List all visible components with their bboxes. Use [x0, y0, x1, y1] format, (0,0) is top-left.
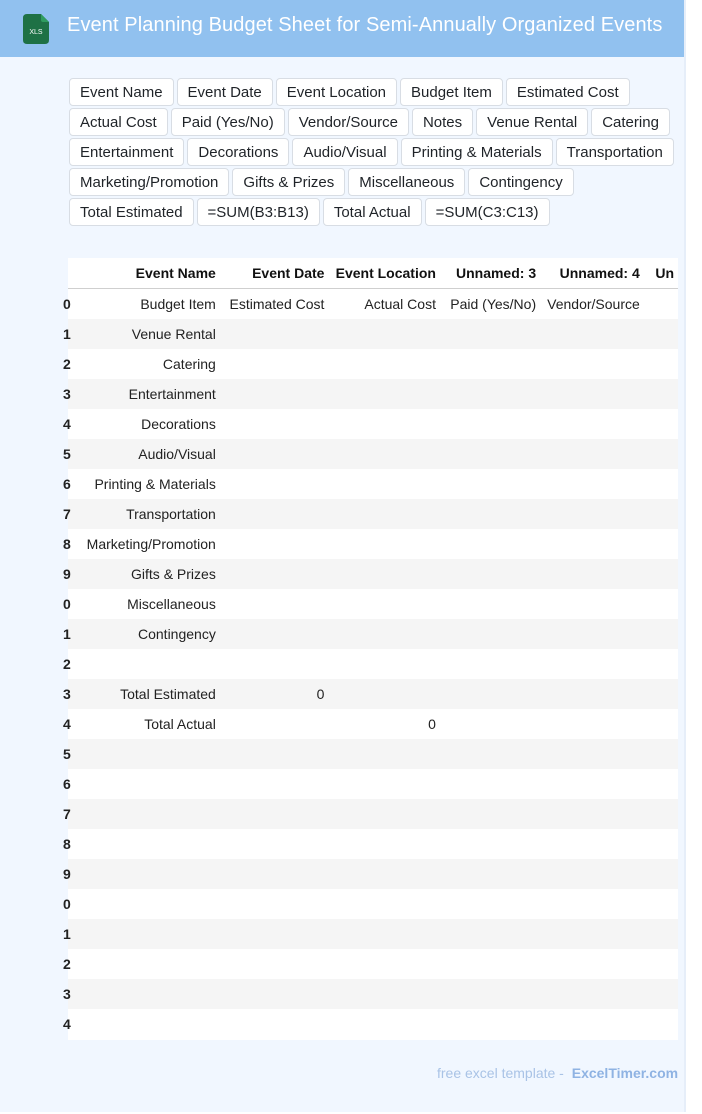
row-index	[63, 439, 75, 469]
field-chip[interactable]: Event Date	[177, 78, 273, 106]
row-index-label: 6	[63, 776, 71, 792]
row-index	[63, 349, 75, 379]
table-cell[interactable]	[75, 649, 220, 679]
table-cell[interactable]	[540, 529, 644, 559]
table-cell[interactable]	[540, 619, 644, 649]
table-cell[interactable]	[440, 529, 540, 559]
field-chip[interactable]: Event Name	[69, 78, 174, 106]
table-cell[interactable]	[328, 499, 440, 529]
table-cell[interactable]: 0	[328, 709, 440, 739]
row-index	[63, 919, 75, 949]
table-cell[interactable]	[220, 439, 329, 469]
field-chip[interactable]: Total Estimated	[69, 198, 194, 226]
row-index	[63, 739, 75, 769]
table-cell[interactable]	[540, 589, 644, 619]
table-row	[68, 799, 678, 829]
table-cell[interactable]	[540, 439, 644, 469]
row-index-label: 5	[63, 446, 71, 462]
table-cell[interactable]	[540, 559, 644, 589]
table-cell[interactable]: Budget Item	[75, 289, 220, 320]
row-index	[63, 1009, 75, 1039]
row-index-label: 2	[63, 956, 71, 972]
table-cell[interactable]: Audio/Visual	[75, 439, 220, 469]
table-cell[interactable]	[644, 979, 678, 1009]
table-cell[interactable]	[220, 709, 329, 739]
table-cell[interactable]	[440, 769, 540, 799]
table-cell[interactable]	[644, 949, 678, 979]
table-cell[interactable]	[328, 949, 440, 979]
index-header	[68, 258, 75, 289]
row-index	[63, 949, 75, 979]
table-cell[interactable]: Transportation	[75, 499, 220, 529]
table-cell[interactable]	[220, 319, 329, 349]
table-cell[interactable]	[644, 889, 678, 919]
table-cell[interactable]: Paid (Yes/No)	[440, 289, 540, 320]
table-cell[interactable]	[440, 859, 540, 889]
table-cell[interactable]	[440, 709, 540, 739]
row-index	[63, 889, 75, 919]
page-title: Event Planning Budget Sheet for Semi-Annually Organized Events	[67, 14, 663, 36]
table-row	[68, 499, 678, 529]
table-cell[interactable]	[644, 829, 678, 859]
table-cell[interactable]: Estimated Cost	[220, 289, 329, 320]
column-header[interactable]: Event Date	[220, 258, 329, 289]
table-cell[interactable]	[220, 649, 329, 679]
table-cell[interactable]: Total Estimated	[75, 679, 220, 709]
field-chip[interactable]: Miscellaneous	[348, 168, 465, 196]
row-index-label: 3	[63, 386, 71, 402]
table-cell[interactable]	[328, 319, 440, 349]
table-row	[68, 979, 678, 1009]
table-cell[interactable]	[644, 439, 678, 469]
table-cell[interactable]	[644, 919, 678, 949]
field-chip[interactable]: =SUM(C3:C13)	[425, 198, 550, 226]
table-cell[interactable]	[220, 1009, 329, 1039]
field-chip[interactable]: Notes	[412, 108, 473, 136]
table-cell[interactable]	[220, 409, 329, 439]
table-row	[68, 829, 678, 859]
table-cell[interactable]	[75, 1009, 220, 1039]
table-cell[interactable]	[220, 619, 329, 649]
row-index-label: 1	[63, 626, 71, 642]
table-cell[interactable]: 0	[220, 679, 329, 709]
table-cell[interactable]	[440, 979, 540, 1009]
table-cell[interactable]	[644, 649, 678, 679]
row-index-label: 7	[63, 506, 71, 522]
table-row	[68, 379, 678, 409]
field-chip[interactable]: Paid (Yes/No)	[171, 108, 285, 136]
table-row	[68, 439, 678, 469]
table-cell[interactable]	[440, 1009, 540, 1039]
table-cell[interactable]	[328, 979, 440, 1009]
table-cell[interactable]	[540, 379, 644, 409]
column-header[interactable]: Event Name	[75, 258, 220, 289]
table-cell[interactable]	[644, 619, 678, 649]
row-index	[63, 589, 75, 619]
table-cell[interactable]	[540, 829, 644, 859]
table-row	[68, 889, 678, 919]
table-cell[interactable]	[644, 559, 678, 589]
table-cell[interactable]	[644, 529, 678, 559]
table-cell[interactable]	[328, 739, 440, 769]
table-cell[interactable]	[220, 739, 329, 769]
table-cell[interactable]	[644, 379, 678, 409]
footer-credit	[437, 1065, 678, 1081]
table-row	[68, 529, 678, 559]
table-cell[interactable]	[220, 469, 329, 499]
table-cell[interactable]	[540, 319, 644, 349]
table-cell[interactable]	[328, 829, 440, 859]
table-cell[interactable]	[328, 349, 440, 379]
table-cell[interactable]	[440, 319, 540, 349]
row-index-label: 0	[63, 896, 71, 912]
row-index-label: 1	[63, 326, 71, 342]
table-cell[interactable]	[540, 349, 644, 379]
table-row	[68, 589, 678, 619]
table-cell[interactable]	[644, 739, 678, 769]
table-cell[interactable]	[540, 649, 644, 679]
table-row	[68, 409, 678, 439]
table-row	[68, 709, 678, 739]
table-cell[interactable]	[220, 979, 329, 1009]
table-cell[interactable]	[75, 769, 220, 799]
table-cell[interactable]	[644, 409, 678, 439]
row-index	[63, 559, 75, 589]
table-cell[interactable]	[220, 769, 329, 799]
table-cell[interactable]: Actual Cost	[328, 289, 440, 320]
data-table-viewport[interactable]	[63, 258, 678, 1040]
table-cell[interactable]: Marketing/Promotion	[75, 529, 220, 559]
table-row	[68, 349, 678, 379]
table-cell[interactable]	[644, 859, 678, 889]
table-cell[interactable]	[644, 1009, 678, 1039]
table-cell[interactable]: Total Actual	[75, 709, 220, 739]
table-cell[interactable]	[644, 709, 678, 739]
table-cell[interactable]	[644, 799, 678, 829]
row-index-label: 4	[63, 416, 71, 432]
table-cell[interactable]	[540, 919, 644, 949]
row-index	[63, 499, 75, 529]
row-index-label: 2	[63, 356, 71, 372]
row-index-label: 3	[63, 986, 71, 1002]
table-cell[interactable]: Venue Rental	[75, 319, 220, 349]
data-table	[63, 258, 678, 1039]
table-row	[68, 289, 678, 320]
row-index	[63, 799, 75, 829]
table-cell[interactable]	[75, 919, 220, 949]
field-chip-list	[69, 78, 681, 226]
table-cell[interactable]	[540, 949, 644, 979]
table-cell[interactable]	[540, 709, 644, 739]
table-row	[68, 769, 678, 799]
table-cell[interactable]: Entertainment	[75, 379, 220, 409]
table-cell[interactable]	[644, 469, 678, 499]
row-index	[63, 409, 75, 439]
table-cell[interactable]	[328, 469, 440, 499]
field-chip[interactable]: Vendor/Source	[288, 108, 409, 136]
table-cell[interactable]	[220, 889, 329, 919]
footer-text: free excel template -	[437, 1065, 564, 1081]
table-cell[interactable]	[440, 829, 540, 859]
table-cell[interactable]	[328, 1009, 440, 1039]
field-chip[interactable]: Event Location	[276, 78, 397, 106]
table-cell[interactable]	[440, 619, 540, 649]
table-row	[68, 649, 678, 679]
row-index-label: 0	[63, 596, 71, 612]
row-index	[63, 649, 75, 679]
table-cell[interactable]	[220, 799, 329, 829]
table-cell[interactable]	[328, 589, 440, 619]
table-cell[interactable]	[440, 649, 540, 679]
table-cell[interactable]: Printing & Materials	[75, 469, 220, 499]
table-cell[interactable]: Catering	[75, 349, 220, 379]
table-cell[interactable]	[540, 769, 644, 799]
column-header[interactable]: Event Location	[328, 258, 440, 289]
field-chip[interactable]: Decorations	[187, 138, 289, 166]
field-chip[interactable]: Budget Item	[400, 78, 503, 106]
column-header[interactable]: Unnamed: 3	[440, 258, 540, 289]
table-cell[interactable]	[328, 559, 440, 589]
table-row	[68, 679, 678, 709]
table-cell[interactable]	[328, 649, 440, 679]
table-cell[interactable]	[440, 469, 540, 499]
table-cell[interactable]: Contingency	[75, 619, 220, 649]
field-chip[interactable]: Estimated Cost	[506, 78, 630, 106]
table-cell[interactable]	[540, 979, 644, 1009]
table-cell[interactable]	[440, 679, 540, 709]
field-chip[interactable]: =SUM(B3:B13)	[197, 198, 320, 226]
table-cell[interactable]	[220, 349, 329, 379]
table-cell[interactable]	[540, 469, 644, 499]
table-cell[interactable]	[540, 739, 644, 769]
table-row	[68, 1009, 678, 1039]
row-index-label: 8	[63, 536, 71, 552]
table-cell[interactable]	[540, 799, 644, 829]
table-cell[interactable]	[644, 349, 678, 379]
table-cell[interactable]	[75, 889, 220, 919]
footer-brand-link[interactable]: ExcelTimer.com	[571, 1065, 679, 1081]
row-index	[63, 859, 75, 889]
row-index-label: 5	[63, 746, 71, 762]
row-index-label: 3	[63, 686, 71, 702]
table-row	[68, 469, 678, 499]
row-index	[63, 979, 75, 1009]
field-chip[interactable]: Audio/Visual	[292, 138, 397, 166]
field-chip[interactable]: Printing & Materials	[401, 138, 553, 166]
table-cell[interactable]	[540, 859, 644, 889]
table-cell[interactable]: Gifts & Prizes	[75, 559, 220, 589]
table-cell[interactable]	[440, 949, 540, 979]
row-index	[63, 679, 75, 709]
table-cell[interactable]	[440, 499, 540, 529]
row-index	[63, 469, 75, 499]
table-cell[interactable]	[440, 589, 540, 619]
field-chip[interactable]: Marketing/Promotion	[69, 168, 229, 196]
table-cell[interactable]	[540, 409, 644, 439]
row-index-label: 6	[63, 476, 71, 492]
table-cell[interactable]	[540, 499, 644, 529]
table-cell[interactable]	[644, 319, 678, 349]
table-cell[interactable]	[540, 1009, 644, 1039]
row-index-label: 9	[63, 566, 71, 582]
row-index	[63, 319, 75, 349]
table-cell[interactable]	[328, 439, 440, 469]
row-index	[63, 379, 75, 409]
table-row	[68, 739, 678, 769]
row-index-label: 4	[63, 1016, 71, 1032]
table-cell[interactable]	[328, 679, 440, 709]
row-index-label: 4	[63, 716, 71, 732]
table-cell[interactable]	[440, 559, 540, 589]
table-cell[interactable]	[644, 589, 678, 619]
table-cell[interactable]	[75, 739, 220, 769]
column-header[interactable]: Unnamed: 4	[540, 258, 644, 289]
table-cell[interactable]	[220, 919, 329, 949]
field-chip[interactable]: Transportation	[556, 138, 674, 166]
row-index	[63, 529, 75, 559]
table-cell[interactable]	[440, 409, 540, 439]
table-cell[interactable]: Miscellaneous	[75, 589, 220, 619]
table-cell[interactable]	[440, 379, 540, 409]
table-cell[interactable]	[328, 619, 440, 649]
table-cell[interactable]	[440, 889, 540, 919]
table-cell[interactable]	[220, 559, 329, 589]
field-chip[interactable]: Actual Cost	[69, 108, 168, 136]
xls-file-icon	[23, 14, 49, 44]
table-cell[interactable]	[440, 439, 540, 469]
title-bar	[0, 0, 684, 57]
table-row	[68, 949, 678, 979]
svg-text:XLS: XLS	[29, 29, 43, 36]
table-cell[interactable]	[220, 949, 329, 979]
table-body	[63, 289, 678, 1040]
row-index-label: 0	[63, 296, 71, 312]
table-cell[interactable]	[75, 859, 220, 889]
table-cell[interactable]	[75, 949, 220, 979]
table-cell[interactable]: Decorations	[75, 409, 220, 439]
table-header-row	[68, 258, 678, 289]
table-row	[68, 919, 678, 949]
table-cell[interactable]	[328, 409, 440, 439]
table-cell[interactable]	[75, 799, 220, 829]
table-cell[interactable]	[328, 529, 440, 559]
table-cell[interactable]	[75, 829, 220, 859]
table-row	[68, 559, 678, 589]
field-chip[interactable]: Total Actual	[323, 198, 422, 226]
row-index	[63, 709, 75, 739]
table-cell[interactable]	[328, 799, 440, 829]
row-index-label: 9	[63, 866, 71, 882]
table-cell[interactable]	[220, 379, 329, 409]
table-cell[interactable]	[540, 679, 644, 709]
row-index-label: 2	[63, 656, 71, 672]
table-cell[interactable]	[328, 769, 440, 799]
column-header[interactable]: Un	[644, 258, 678, 289]
table-cell[interactable]	[440, 739, 540, 769]
field-chip[interactable]: Gifts & Prizes	[232, 168, 345, 196]
table-cell[interactable]	[220, 589, 329, 619]
field-chip[interactable]: Catering	[591, 108, 670, 136]
row-index	[63, 289, 75, 320]
table-cell[interactable]	[644, 289, 678, 320]
row-index-label: 8	[63, 836, 71, 852]
row-index-label: 1	[63, 926, 71, 942]
row-index	[63, 769, 75, 799]
table-cell[interactable]: Vendor/Source	[540, 289, 644, 320]
table-cell[interactable]	[220, 529, 329, 559]
table-cell[interactable]	[220, 499, 329, 529]
table-cell[interactable]	[328, 379, 440, 409]
row-index	[63, 619, 75, 649]
table-cell[interactable]	[644, 499, 678, 529]
table-row	[68, 319, 678, 349]
field-chip[interactable]: Venue Rental	[476, 108, 588, 136]
table-cell[interactable]	[644, 679, 678, 709]
table-cell[interactable]	[440, 349, 540, 379]
table-cell[interactable]	[440, 799, 540, 829]
table-row	[68, 859, 678, 889]
table-cell[interactable]	[328, 859, 440, 889]
table-cell[interactable]	[540, 889, 644, 919]
row-index-label: 7	[63, 806, 71, 822]
table-cell[interactable]	[220, 859, 329, 889]
table-cell[interactable]	[644, 769, 678, 799]
table-cell[interactable]	[440, 919, 540, 949]
table-cell[interactable]	[75, 979, 220, 1009]
field-chip[interactable]: Contingency	[468, 168, 573, 196]
table-cell[interactable]	[328, 919, 440, 949]
table-cell[interactable]	[220, 829, 329, 859]
field-chip[interactable]: Entertainment	[69, 138, 184, 166]
table-cell[interactable]	[328, 889, 440, 919]
table-row	[68, 619, 678, 649]
row-index	[63, 829, 75, 859]
